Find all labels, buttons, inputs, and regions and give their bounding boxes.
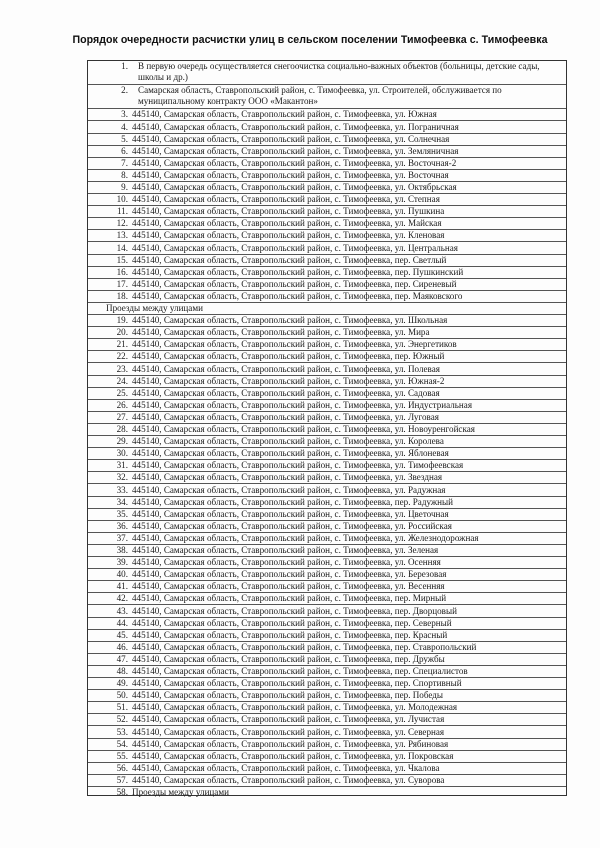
table-row <box>88 509 566 521</box>
row-text: 445140, Самарская область, Ставропольский район, с. Тимофеевка, ул. Садовая <box>132 387 440 398</box>
row-number: 25. <box>116 387 128 398</box>
row-text: 445140, Самарская область, Ставропольский район, с. Тимофеевка, ул. Весенняя <box>132 581 445 592</box>
row-number: 55. <box>116 750 128 761</box>
table-row <box>88 690 566 702</box>
row-number: 29. <box>116 436 128 447</box>
table-row <box>88 303 566 315</box>
row-number: 32. <box>116 472 128 483</box>
row-text: В первую очередь осуществляется снегоочистка социально-важных объектов (больницы, детские сады, школы и др.) <box>138 61 540 82</box>
table-row <box>88 666 566 678</box>
table-row <box>88 448 566 460</box>
row-number: 47. <box>116 653 128 664</box>
row-text: 445140, Самарская область, Ставропольский район, с. Тимофеевка, пер. Красный <box>132 629 448 640</box>
row-text: 445140, Самарская область, Ставропольский район, с. Тимофеевка, ул. Новоуренгойская <box>132 424 475 434</box>
row-number: 58. <box>116 787 128 797</box>
row-number: 19. <box>116 315 128 326</box>
row-text: 445140, Самарская область, Ставропольский район, с. Тимофеевка, пер. Дружбы <box>132 653 445 664</box>
row-text: 445140, Самарская область, Ставропольский район, с. Тимофеевка, ул. Суворова <box>132 774 445 785</box>
row-text: 445140, Самарская область, Ставропольский район, с. Тимофеевка, ул. Покровская <box>132 750 454 761</box>
table-row <box>88 134 566 146</box>
row-number: 40. <box>116 569 128 580</box>
row-number: 43. <box>116 605 128 616</box>
table-row <box>88 230 566 242</box>
table-row <box>88 630 566 642</box>
table-row <box>88 243 566 255</box>
row-text: 445140, Самарская область, Ставропольский район, с. Тимофеевка, ул. Восточная-2 <box>132 157 457 168</box>
table-row <box>88 606 566 618</box>
table-row <box>88 122 566 134</box>
row-text: 445140, Самарская область, Ставропольский район, с. Тимофеевка, ул. Цветочная <box>132 508 449 519</box>
row-text: 445140, Самарская область, Ставропольский район, с. Тимофеевка, пер. Северный <box>132 617 452 628</box>
row-number: 14. <box>116 242 128 253</box>
row-number: 15. <box>116 254 128 265</box>
table-row <box>88 569 566 581</box>
row-number: 48. <box>116 666 128 676</box>
table-row <box>88 787 566 799</box>
table-row <box>88 400 566 412</box>
row-number: 42. <box>116 593 128 604</box>
row-number: 41. <box>116 581 128 592</box>
table-row <box>88 146 566 158</box>
table-row <box>88 727 566 739</box>
row-number: 31. <box>116 460 128 471</box>
row-text: 445140, Самарская область, Ставропольский район, с. Тимофеевка, ул. Восточная <box>132 169 449 180</box>
row-number: 34. <box>116 496 128 507</box>
table-row <box>88 327 566 339</box>
row-text: 445140, Самарская область, Ставропольский район, с. Тимофеевка, ул. Тимофеевская <box>132 460 464 471</box>
row-text: 445140, Самарская область, Ставропольский район, с. Тимофеевка, ул. Южная-2 <box>132 375 445 386</box>
row-text: 445140, Самарская область, Ставропольский район, с. Тимофеевка, ул. Королева <box>132 436 444 447</box>
table-row <box>88 351 566 363</box>
row-number: 10. <box>116 194 128 205</box>
row-text: 445140, Самарская область, Ставропольский район, с. Тимофеевка, ул. Степная <box>132 194 440 205</box>
row-text: 445140, Самарская область, Ставропольский район, с. Тимофеевка, ул. Осенняя <box>132 557 441 568</box>
table-row <box>88 436 566 448</box>
row-number: 33. <box>116 484 128 495</box>
row-text: Самарская область, Ставропольский район, с. Тимофеевка, ул. Строителей, обслуживается по муниципальному контракту ООО «Макантон» <box>138 85 502 107</box>
row-text: 445140, Самарская область, Ставропольский район, с. Тимофеевка, ул. Кленовая <box>132 230 445 241</box>
table-row <box>88 206 566 218</box>
table-row <box>88 751 566 763</box>
row-text: 445140, Самарская область, Ставропольский район, с. Тимофеевка, ул. Пушкина <box>132 206 445 217</box>
row-text: 445140, Самарская область, Ставропольский район, с. Тимофеевка, ул. Мира <box>132 327 430 338</box>
row-number: 11. <box>116 206 128 217</box>
row-number: 36. <box>116 520 128 531</box>
row-text: 445140, Самарская область, Ставропольский район, с. Тимофеевка, пер. Светлый <box>132 254 447 265</box>
row-number: 46. <box>116 641 128 652</box>
row-text: 445140, Самарская область, Ставропольский район, с. Тимофеевка, пер. Ставропольский <box>132 641 477 652</box>
table-row <box>88 364 566 376</box>
row-text: 445140, Самарская область, Ставропольский район, с. Тимофеевка, ул. Индустриальная <box>132 399 473 410</box>
row-number: 20. <box>116 327 128 338</box>
row-number: 53. <box>116 726 128 737</box>
table-row <box>88 521 566 533</box>
row-number: 30. <box>116 448 128 459</box>
table-row <box>88 339 566 351</box>
table-row <box>88 533 566 545</box>
row-text: 445140, Самарская область, Ставропольский район, с. Тимофеевка, пер. Специалистов <box>132 666 468 676</box>
row-number: 7. <box>121 157 128 168</box>
row-number: 24. <box>116 375 128 386</box>
row-number: 2. <box>121 85 128 96</box>
row-text: 445140, Самарская область, Ставропольский район, с. Тимофеевка, ул. Центральная <box>132 242 458 253</box>
row-text: 445140, Самарская область, Ставропольский район, с. Тимофеевка, ул. Железнодорожная <box>132 532 479 543</box>
table-row <box>88 497 566 509</box>
row-number: 44. <box>116 617 128 628</box>
table-row <box>88 412 566 424</box>
row-text: 445140, Самарская область, Ставропольский район, с. Тимофеевка, пер. Победы <box>132 690 444 701</box>
row-text: 445140, Самарская область, Ставропольский район, с. Тимофеевка, пер. Маяковского <box>132 290 463 301</box>
document-title: Порядок очередности расчистки улиц в сельском поселении Тимофеевка с. Тимофеевка <box>72 34 548 46</box>
row-text: 445140, Самарская область, Ставропольский район, с. Тимофеевка, ул. Южная <box>132 109 437 120</box>
table-row <box>88 581 566 593</box>
table-row <box>88 545 566 557</box>
row-text: 445140, Самарская область, Ставропольский район, с. Тимофеевка, ул. Звездная <box>132 472 443 483</box>
row-text: 445140, Самарская область, Ставропольский район, с. Тимофеевка, ул. Яблоневая <box>132 448 449 459</box>
row-text: Проезды между улицами <box>106 303 203 313</box>
table-row <box>88 485 566 497</box>
row-number: 28. <box>116 424 128 434</box>
row-text: 445140, Самарская область, Ставропольский район, с. Тимофеевка, пер. Дворцовый <box>132 605 457 616</box>
row-text: Проезды между улицами <box>132 787 229 797</box>
table-row <box>88 775 566 787</box>
row-text: 445140, Самарская область, Ставропольский район, с. Тимофеевка, ул. Майская <box>132 218 442 229</box>
row-number: 3. <box>121 109 128 120</box>
table-row <box>88 194 566 206</box>
table-row <box>88 460 566 472</box>
row-text: 445140, Самарская область, Ставропольский район, с. Тимофеевка, ул. Октябрьская <box>132 182 457 192</box>
row-text: 445140, Самарская область, Ставропольский район, с. Тимофеевка, пер. Радужный <box>132 496 454 507</box>
table-row <box>88 618 566 630</box>
row-number: 13. <box>116 230 128 241</box>
table-row <box>88 702 566 714</box>
table-row <box>88 279 566 291</box>
row-text: 445140, Самарская область, Ставропольский район, с. Тимофеевка, ул. Радужная <box>132 484 446 495</box>
table-row <box>88 315 566 327</box>
table-row <box>88 557 566 569</box>
table-row <box>88 654 566 666</box>
row-number: 22. <box>116 351 128 362</box>
table-row <box>88 182 566 194</box>
row-number: 1. <box>121 61 128 71</box>
row-text: 445140, Самарская область, Ставропольский район, с. Тимофеевка, ул. Северная <box>132 726 445 737</box>
row-text: 445140, Самарская область, Ставропольский район, с. Тимофеевка, пер. Пушкинский <box>132 266 464 277</box>
row-number: 9. <box>121 182 128 192</box>
row-number: 35. <box>116 508 128 519</box>
row-number: 6. <box>121 145 128 156</box>
row-number: 26. <box>116 399 128 410</box>
row-text: 445140, Самарская область, Ставропольский район, с. Тимофеевка, ул. Луговая <box>132 411 439 422</box>
row-number: 17. <box>116 278 128 289</box>
row-number: 27. <box>116 411 128 422</box>
row-text: 445140, Самарская область, Ставропольский район, с. Тимофеевка, ул. Пограничная <box>132 121 459 132</box>
table-row <box>88 218 566 230</box>
row-number: 16. <box>116 266 128 277</box>
row-number: 45. <box>116 629 128 640</box>
table-row <box>88 714 566 726</box>
row-number: 18. <box>116 290 128 301</box>
table-row <box>88 255 566 267</box>
table-row <box>88 85 566 109</box>
row-text: 445140, Самарская область, Ставропольский район, с. Тимофеевка, ул. Рябиновая <box>132 738 449 749</box>
row-text: 445140, Самарская область, Ставропольский район, с. Тимофеевка, ул. Солнечная <box>132 133 450 144</box>
row-text: 445140, Самарская область, Ставропольский район, с. Тимофеевка, пер. Южный <box>132 351 445 362</box>
row-text: 445140, Самарская область, Ставропольский район, с. Тимофеевка, ул. Российская <box>132 520 452 531</box>
table-row <box>88 678 566 690</box>
table-row <box>88 109 566 121</box>
table-row <box>88 61 566 85</box>
table-row <box>88 593 566 605</box>
row-number: 54. <box>116 738 128 749</box>
row-number: 5. <box>121 133 128 144</box>
row-number: 51. <box>116 702 128 713</box>
row-text: 445140, Самарская область, Ставропольский район, с. Тимофеевка, ул. Лучистая <box>132 714 445 725</box>
row-text: 445140, Самарская область, Ставропольский район, с. Тимофеевка, ул. Школьная <box>132 315 448 326</box>
row-text: 445140, Самарская область, Ставропольский район, с. Тимофеевка, пер. Спортивный <box>132 678 462 689</box>
row-number: 49. <box>116 678 128 689</box>
row-text: 445140, Самарская область, Ставропольский район, с. Тимофеевка, ул. Березовая <box>132 569 447 580</box>
table-row <box>88 472 566 484</box>
table-row <box>88 763 566 775</box>
row-text: 445140, Самарская область, Ставропольский район, с. Тимофеевка, ул. Молодежная <box>132 702 458 713</box>
row-text: 445140, Самарская область, Ставропольский район, с. Тимофеевка, пер. Мирный <box>132 593 447 604</box>
row-text: 445140, Самарская область, Ставропольский район, с. Тимофеевка, ул. Энергетиков <box>132 339 457 350</box>
row-number: 39. <box>116 557 128 568</box>
row-number: 56. <box>116 762 128 773</box>
row-number: 50. <box>116 690 128 701</box>
table-row <box>88 388 566 400</box>
row-number: 4. <box>121 121 128 132</box>
table-row <box>88 170 566 182</box>
row-number: 21. <box>116 339 128 350</box>
row-text: 445140, Самарская область, Ставропольский район, с. Тимофеевка, ул. Земляничная <box>132 145 459 156</box>
row-number: 8. <box>121 169 128 180</box>
table-row <box>88 291 566 303</box>
row-text: 445140, Самарская область, Ставропольский район, с. Тимофеевка, ул. Полевая <box>132 363 440 374</box>
table-row <box>88 158 566 170</box>
row-number: 52. <box>116 714 128 725</box>
row-number: 57. <box>116 774 128 785</box>
table-row <box>88 424 566 436</box>
table-row <box>88 267 566 279</box>
row-text: 445140, Самарская область, Ставропольский район, с. Тимофеевка, ул. Чкалова <box>132 762 440 773</box>
row-text: 445140, Самарская область, Ставропольский район, с. Тимофеевка, ул. Зеленая <box>132 545 439 555</box>
table-row <box>88 739 566 751</box>
table-row <box>88 376 566 388</box>
table-row <box>88 642 566 654</box>
row-number: 12. <box>116 218 128 229</box>
row-number: 23. <box>116 363 128 374</box>
row-number: 38. <box>116 545 128 555</box>
street-clearing-table <box>87 60 567 796</box>
row-text: 445140, Самарская область, Ставропольский район, с. Тимофеевка, пер. Сиреневый <box>132 278 457 289</box>
row-number: 37. <box>116 532 128 543</box>
